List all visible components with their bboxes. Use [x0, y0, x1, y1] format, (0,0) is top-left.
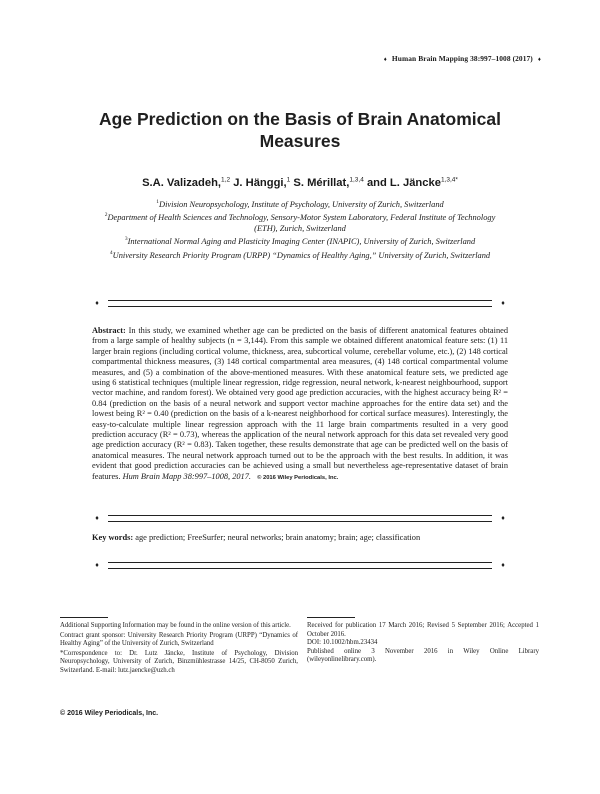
abstract-copyright: © 2016 Wiley Periodicals, Inc.: [257, 474, 339, 481]
diamond-icon: ♦: [383, 57, 387, 63]
section-divider: [92, 514, 508, 522]
footnote: *Correspondence to: Dr. Lutz Jäncke, Institute of Psychology, Division Neuropsychology, University of Zurich, Binzmühlestrasse 14/25, CH-8050 Zurich, Switzerland. E-mail: lutz.jaencke@uzh.ch: [60, 649, 298, 674]
section-divider: [92, 561, 508, 569]
footnote-rule: [307, 617, 355, 618]
abstract: [92, 326, 508, 483]
doi: DOI: 10.1002/hbm.23434: [307, 639, 378, 647]
footnote: Additional Supporting Information may be found in the online version of this article.: [60, 622, 291, 629]
footnote: Contract grant sponsor: University Research Priority Program (URPP) “Dynamics of Healthy Aging” of the University of Zurich, Switzerland: [60, 631, 298, 648]
diamond-icon: ♦: [95, 561, 99, 569]
affiliation: $^2$Department of Health Sciences and Technology, Sensory-Motor System Laboratory, Federal Institute of Technology (ETH), Zurich, Switzerland: [104, 212, 496, 233]
diamond-icon: ♦: [501, 299, 505, 307]
diamond-icon: ♦: [501, 561, 505, 569]
paper-title: Age Prediction on the Basis of Brain Anatomical Measures: [99, 109, 501, 151]
affiliation: $^4$University Research Priority Program (URPP) “Dynamics of Healthy Aging,” University of Zurich, Switzerland: [109, 249, 491, 260]
diamond-icon: ♦: [501, 514, 505, 522]
double-rule: [108, 515, 492, 522]
abstract-text: In this study, we examined whether age can be predicted on the basis of different anatomical features obtained from a large sample of healthy subjects (n = 3,144). From this sample we obtained different anatomical feature sets: (1) 11 larger brain regions (including cortical volume, thickness, area, subcortical volume, cerebellar volume, etc.), (2) 148 cortical compartmental thickness measures, (3) 148 cortical compartmental area measures, (4) 148 cortical compartmental volume measures, and (5) a combination of the above-mentioned measures. With these anatomical feature sets, we predicted age using 6 statistical techniques (multiple linear regression, ridge regression, neural network, k-nearest neighbourhood, support vector machine, and random forest). We obtained very good age prediction accuracies, with the highest accuracy being R² = 0.84 (prediction on the basis of a neural network and support vector machine approaches for the entire data set) and the lowest being R² = 0.40 (prediction on the basis of a k-nearest neighborhood for cortical surface measures). Interestingly, the easy-to-calculate multiple linear regression approach with the 11 large brain compartments resulted in a very good prediction accuracy (R² = 0.73), whereas the application of the neural network approach for this data set revealed very good age prediction accuracy (R² = 0.83). Taken together, these results demonstrate that age can be predicted well on the basis of anatomical measures. The neural network approach turned out to be the approach with the best results. In addition, it was evident that good prediction accuracies can be achieved using a small but nevertheless age-representative dataset of brain features.: [92, 326, 508, 481]
keywords-label: Key words:: [92, 533, 134, 542]
footnote-rule: [60, 617, 108, 618]
double-rule: [108, 300, 492, 307]
author: and L. Jäncke$^{1,3,4*}$: [366, 176, 458, 189]
abstract-citation: Hum Brain Mapp 38:997–1008, 2017.: [122, 471, 251, 481]
author: J. Hänggi,$^1$: [233, 176, 291, 189]
author: S.A. Valizadeh,$^{1,2}$: [142, 176, 231, 189]
diamond-icon: ♦: [95, 514, 99, 522]
affiliation: $^3$International Normal Aging and Plasticity Imaging Center (INAPIC), University of Zurich, Switzerland: [124, 236, 476, 247]
footnotes-left: [60, 617, 298, 677]
diamond-icon: ♦: [95, 299, 99, 307]
footnote: Published online 3 November 2016 in Wiley Online Library (wileyonlinelibrary.com).: [307, 647, 539, 664]
journal-citation: Human Brain Mapping 38:997–1008 (2017): [391, 54, 533, 63]
footnote: Received for publication 17 March 2016; Revised 5 September 2016; Accepted 1 October 2016.: [307, 622, 539, 638]
author-list: [60, 176, 540, 189]
diamond-icon: ♦: [537, 57, 541, 63]
section-divider: [92, 299, 508, 307]
footnotes-right: [307, 617, 539, 665]
author: S. Mérillat,$^{1,3,4}$: [293, 176, 364, 189]
affiliation: $^1$Division Neuropsychology, Institute of Psychology, University of Zurich, Switzerland: [156, 199, 444, 209]
double-rule: [108, 562, 492, 569]
keywords: [92, 533, 508, 543]
abstract-label: Abstract:: [92, 326, 126, 335]
affiliations: [100, 197, 500, 261]
running-header: [381, 54, 544, 63]
keywords-text: age prediction; FreeSurfer; neural networks; brain anatomy; brain; age; classification: [135, 533, 421, 542]
footer-copyright: © 2016 Wiley Periodicals, Inc.: [60, 710, 159, 717]
